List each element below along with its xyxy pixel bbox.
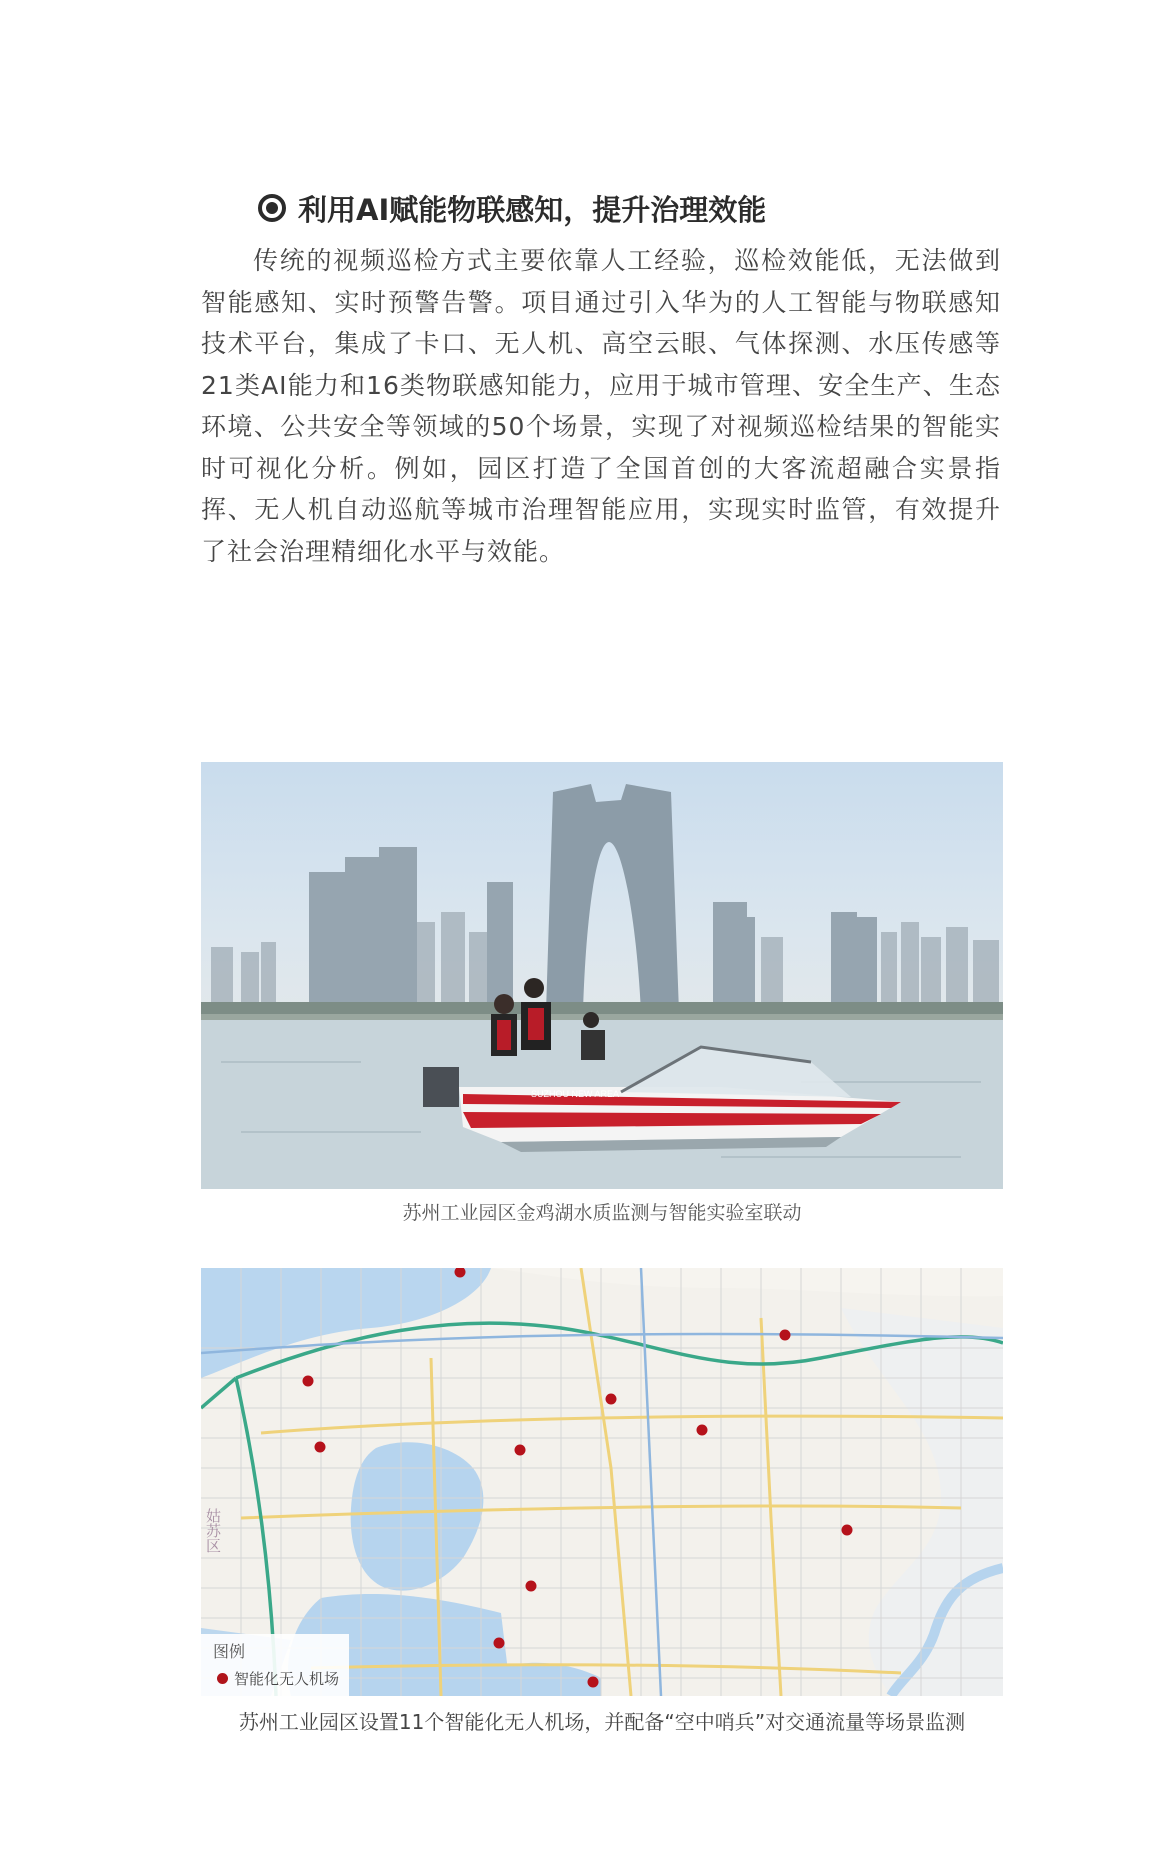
legend-title: 图例 [213, 1642, 246, 1661]
map-legend [201, 1634, 349, 1696]
drone-airport-marker [697, 1425, 708, 1436]
district-label: 姑苏区 [204, 1508, 222, 1553]
lake-water-monitoring-photo [201, 762, 1003, 1189]
drone-airport-marker [842, 1524, 853, 1535]
bullet-circle-icon [258, 194, 286, 222]
boat-hull-text: SUZHOU NEW AREA [531, 1089, 620, 1099]
map-caption: 苏州工业园区设置11个智能化无人机场，并配备“空中哨兵”对交通流量等场景监测 [238, 1710, 966, 1734]
section-heading-text: 利用AI赋能物联感知，提升治理效能 [298, 192, 767, 227]
legend-item [217, 1668, 339, 1689]
drone-airport-marker [515, 1444, 526, 1455]
drone-airport-marker [493, 1637, 504, 1648]
drone-airport-marker [605, 1393, 616, 1404]
drone-airport-marker [526, 1580, 537, 1591]
body-paragraph: 传统的视频巡检方式主要依靠人工经验，巡检效能低，无法做到智能感知、实时预警告警。项目通过引入华为的人工智能与物联感知技术平台，集成了卡口、无人机、高空云眼、气体探测、水压传感等21类AI能力和16类物联感知能力，应用于城市管理、安全生产、生态环境、公共安全等领域的50个场景，实现了对视频巡检结果的智能实时可视化分析。例如，园区打造了全国首创的大客流超融合实景指挥、无人机自动巡航等城市治理智能应用，实现实时监管，有效提升了社会治理精细化水平与效能。 [201, 246, 1001, 566]
drone-airport-marker [588, 1676, 599, 1687]
photo-caption: 苏州工业园区金鸡湖水质监测与智能实验室联动 [402, 1202, 802, 1224]
drone-airport-marker [779, 1329, 790, 1340]
section-heading [258, 186, 766, 230]
drone-airport-map [201, 1268, 1003, 1696]
drone-airport-marker [315, 1441, 326, 1452]
legend-item-label: 智能化无人机场 [234, 1670, 340, 1688]
drone-airport-marker [302, 1375, 313, 1386]
drone-airport-marker-icon [217, 1673, 228, 1684]
